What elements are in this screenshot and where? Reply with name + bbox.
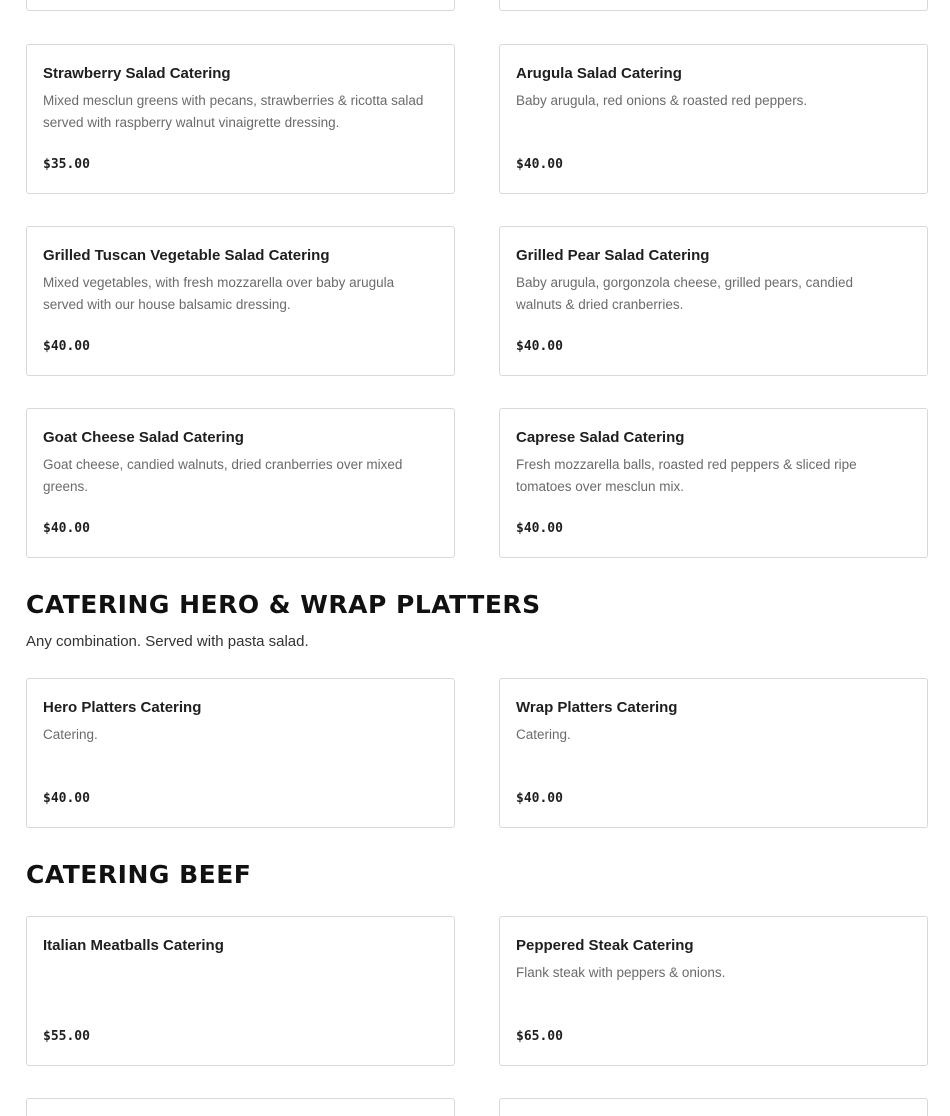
menu-item-description: Flank steak with peppers & onions. bbox=[516, 965, 726, 980]
menu-item-description: Goat cheese, candied walnuts, dried cranberries over mixed greens. bbox=[43, 457, 403, 494]
menu-item-price: $40.00 bbox=[43, 521, 90, 536]
menu-item-card[interactable] bbox=[499, 916, 928, 1066]
menu-item-name: Grilled Tuscan Vegetable Salad Catering bbox=[43, 247, 330, 264]
menu-item-card[interactable] bbox=[26, 678, 455, 828]
menu-item-price: $65.00 bbox=[516, 1029, 563, 1044]
menu-item-card[interactable] bbox=[26, 44, 455, 194]
menu-item-name: Peppered Steak Catering bbox=[516, 937, 694, 954]
section-title: CATERING BEEF bbox=[26, 860, 252, 889]
menu-item-card[interactable] bbox=[499, 0, 928, 11]
menu-item-card[interactable] bbox=[499, 408, 928, 558]
menu-item-name: Grilled Pear Salad Catering bbox=[516, 247, 710, 264]
menu-item-name: Hero Platters Catering bbox=[43, 699, 202, 716]
section-subtitle: Any combination. Served with pasta salad. bbox=[26, 633, 309, 650]
menu-item-price: $40.00 bbox=[516, 157, 563, 172]
menu-item-price: $40.00 bbox=[516, 791, 563, 806]
menu-item-description: Baby arugula, red onions & roasted red peppers. bbox=[516, 93, 808, 108]
section-title: CATERING HERO & WRAP PLATTERS bbox=[26, 590, 541, 619]
menu-item-card[interactable] bbox=[26, 1098, 455, 1116]
menu-item-name: Italian Meatballs Catering bbox=[43, 937, 224, 954]
menu-item-name: Strawberry Salad Catering bbox=[43, 65, 231, 82]
menu-item-name: Goat Cheese Salad Catering bbox=[43, 429, 244, 446]
menu-item-card[interactable] bbox=[499, 1098, 928, 1116]
menu-item-card[interactable] bbox=[26, 226, 455, 376]
menu-item-price: $35.00 bbox=[43, 157, 90, 172]
menu-item-card[interactable] bbox=[499, 226, 928, 376]
menu-item-description: Fresh mozzarella balls, roasted red peppers & sliced ripe tomatoes over mesclun mix. bbox=[516, 457, 857, 494]
menu-item-description: Mixed mesclun greens with pecans, strawberries & ricotta salad served with raspberry walnut vinaigrette dressing. bbox=[43, 93, 424, 130]
menu-item-card[interactable] bbox=[26, 408, 455, 558]
menu-item-card[interactable] bbox=[499, 44, 928, 194]
menu-item-description: Baby arugula, gorgonzola cheese, grilled pears, candied walnuts & dried cranberries. bbox=[516, 275, 853, 312]
menu-item-card[interactable] bbox=[26, 916, 455, 1066]
menu-item-price: $40.00 bbox=[43, 791, 90, 806]
menu-item-name: Wrap Platters Catering bbox=[516, 699, 678, 716]
menu-item-card[interactable] bbox=[26, 0, 455, 11]
menu-item-price: $40.00 bbox=[516, 521, 563, 536]
menu-item-description: Catering. bbox=[516, 727, 571, 742]
menu-item-price: $40.00 bbox=[43, 339, 90, 354]
menu-item-card[interactable] bbox=[499, 678, 928, 828]
menu-item-description: Catering. bbox=[43, 727, 98, 742]
menu-item-name: Caprese Salad Catering bbox=[516, 429, 685, 446]
menu-item-price: $40.00 bbox=[516, 339, 563, 354]
menu-item-name: Arugula Salad Catering bbox=[516, 65, 682, 82]
menu-item-price: $55.00 bbox=[43, 1029, 90, 1044]
menu-item-description: Mixed vegetables, with fresh mozzarella over baby arugula served with our house balsamic dressing. bbox=[43, 275, 395, 312]
